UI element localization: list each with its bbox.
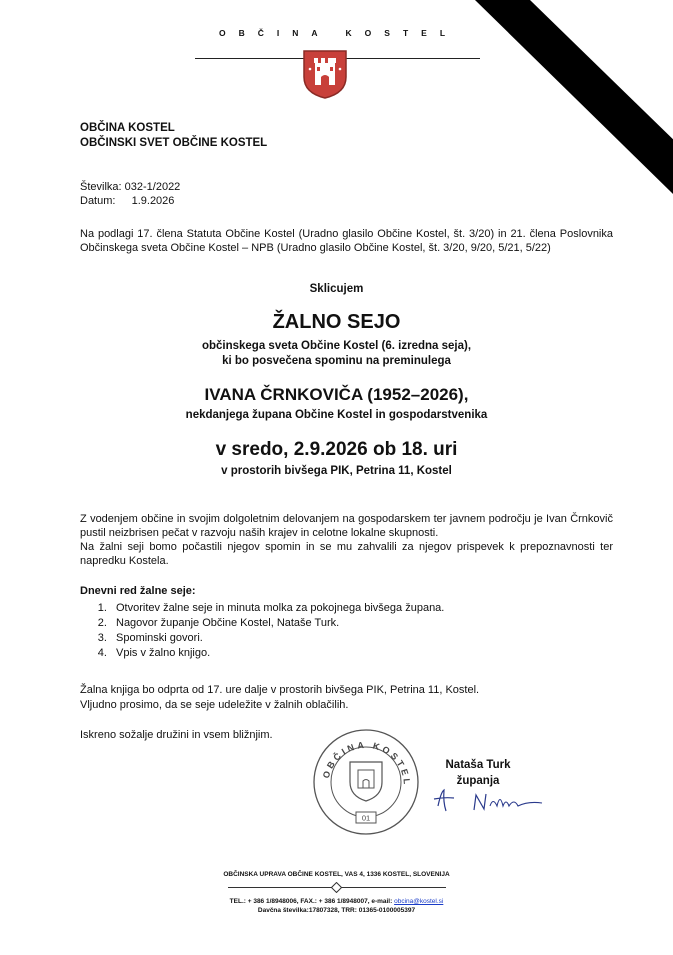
header-title: OBČINA KOSTEL <box>218 28 459 38</box>
session-datetime: v sredo, 2.9.2026 ob 18. uri <box>215 439 458 460</box>
agenda-heading: Dnevni red žalne seje: <box>80 585 196 597</box>
deceased-name: IVANA ČRNKOVIČA (1952–2026), <box>204 385 469 404</box>
agenda-item: 3. Spominski govori. <box>110 631 444 646</box>
svg-text:OBČINA KOSTEL <box>321 740 412 788</box>
crest-icon <box>302 49 348 99</box>
document-number <box>80 181 180 193</box>
stamp-text: OBČINA KOSTEL <box>320 739 413 788</box>
agenda <box>80 584 444 661</box>
handwritten-signature <box>432 786 552 818</box>
footer-tax: Davčna številka:17807328, TRR: 01365-0100005397 <box>257 907 416 914</box>
organization-name: OBČINA KOSTEL <box>80 122 175 134</box>
footer-phone-fax: TEL.: + 386 1/8948006, FAX.: + 386 1/8948007, e-mail: <box>229 898 395 905</box>
agenda-item: 4. Vpis v žalno knjigo. <box>110 646 444 661</box>
agenda-item: 2. Nagovor županje Občine Kostel, Nataše Turk. <box>110 616 444 631</box>
session-location: v prostorih bivšega PIK, Petrina 11, Kostel <box>221 465 452 477</box>
organization-council: OBČINSKI SVET OBČINE KOSTEL <box>80 137 268 149</box>
footer-email-link[interactable]: obcina@kostel.si <box>394 898 444 905</box>
session-title: ŽALNO SEJO <box>272 311 401 333</box>
number-value: 032-1/2022 <box>124 181 181 193</box>
session-subtitle-2: ki bo posvečena spominu na preminulega <box>222 355 451 367</box>
diamond-icon <box>331 882 342 893</box>
closing-line-1: Žalna knjiga bo odprta od 17. ure dalje v prostorih bivšega PIK, Petrina 11, Kostel. <box>80 684 480 696</box>
closing-line-2: Vljudno prosimo, da se seje udeležite v žalnih oblačilih. <box>80 699 349 711</box>
deceased-description: nekdanjega župana Občine Kostel in gospodarstvenika <box>185 409 488 421</box>
footer-contact <box>0 898 673 905</box>
date-label: Datum: <box>80 195 116 207</box>
convening-verb: Sklicujem <box>309 283 364 295</box>
date-value: 1.9.2026 <box>131 195 175 207</box>
signatory-role: županja <box>456 775 500 787</box>
official-stamp <box>310 726 422 838</box>
agenda-list <box>80 601 444 661</box>
signatory <box>438 757 518 789</box>
agenda-item: 1. Otvoritev žalne seje in minuta molka za pokojnega bivšega župana. <box>110 601 444 616</box>
legal-basis: Na podlagi 17. člena Statuta Občine Kostel (Uradno glasilo Občine Kostel, št. 3/20) in 21. člena Poslovnika Občinskega sveta Občine Kostel – NPB (Uradno glasilo Občine Kostel, št. 3/20, 9/20, 5/21, 5/22) <box>80 228 613 254</box>
session-subtitle-1: občinskega sveta Občine Kostel (6. izredna seja), <box>201 340 472 352</box>
footer-address: OBČINSKA UPRAVA OBČINE KOSTEL, VAS 4, 1336 KOSTEL, SLOVENIJA <box>223 871 450 878</box>
tribute-paragraph-1: Z vodenjem občine in svojim dolgoletnim delovanjem na gospodarskem ter javnem področju je Ivan Črnkovič pustil neizbrisen pečat v razvoju naših krajev in celotne lokalne skupnosti. <box>80 513 613 539</box>
number-label: Številka: <box>80 181 122 193</box>
signatory-name: Nataša Turk <box>445 759 511 771</box>
mourning-ribbon <box>460 0 673 260</box>
document-date <box>80 195 174 207</box>
stamp-number: 01 <box>361 813 371 823</box>
tribute-paragraph-2: Na žalni seji bomo počastili njegov spomin in se mu zahvalili za njegov prispevek k prepoznavnosti ter napredku Kostela. <box>80 541 613 567</box>
condolence-text: Iskreno sožalje družini in vsem bližnjim. <box>80 729 273 741</box>
